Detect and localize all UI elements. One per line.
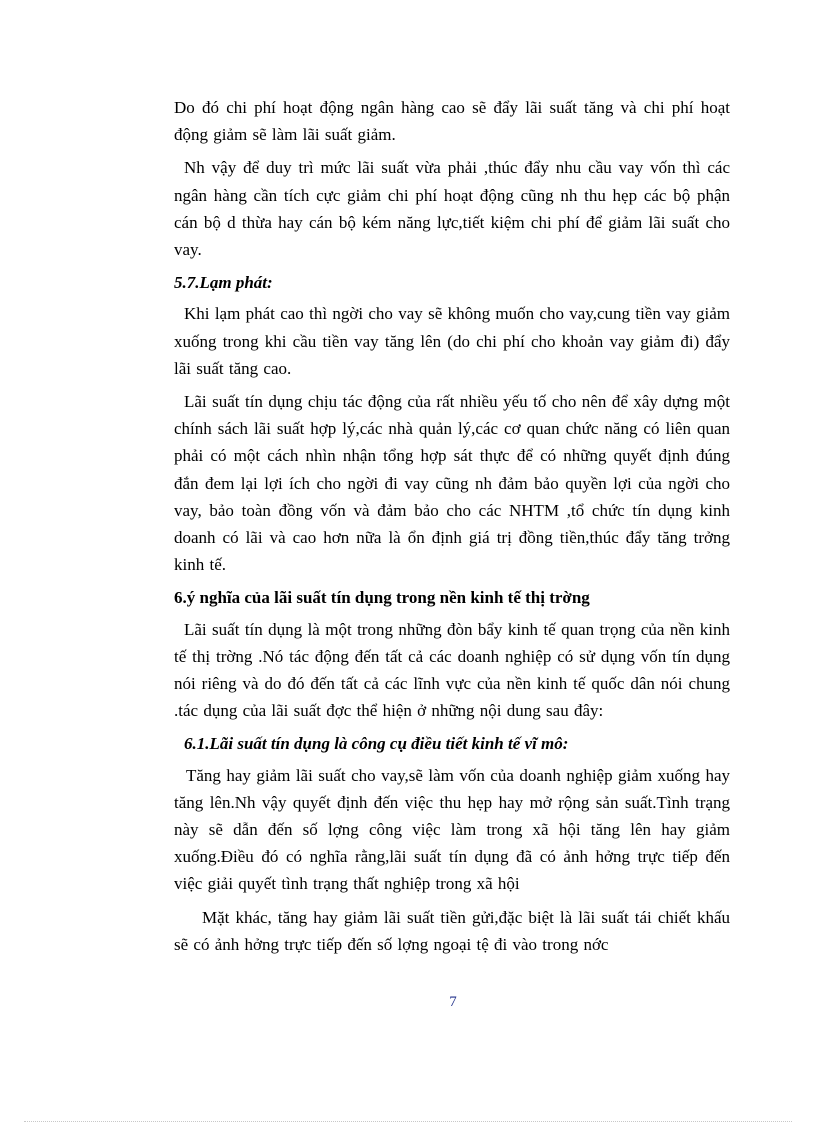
paragraph-maintain-rate: Nh vậy để duy trì mức lãi suất vừa phải ,thúc đẩy nhu cầu vay vốn thì các ngân hàng cần tích cực giảm chi phí hoạt động cũng nh thu hẹp các bộ phận cán bộ d thừa hay cán bộ kém năng lực,tiết kiệm chi phí để giảm lãi suất cho vay. xyxy=(174,158,730,260)
paragraph-significance: Lãi suất tín dụng là một trong những đòn bẩy kinh tế quan trọng của nền kinh tế thị trờng .Nó tác động đến tất cả các doanh nghiệp có sử dụng vốn tín dụng nói riêng và do đó đến tất cả các lĩnh vực của nền kinh tế quốc dân nói chung .tác dụng của lãi suất đợc thể hiện ở những nội dung sau đây: xyxy=(174,619,730,721)
page-content xyxy=(174,94,730,964)
page-bottom-divider xyxy=(24,1121,792,1122)
paragraph-credit-policy: Lãi suất tín dụng chịu tác động của rất nhiều yếu tố cho nên để xây dựng một chính sách lãi suất hợp lý,các nhà quản lý,các cơ quan chức năng có liên quan phải có một cách nhìn nhận tổng hợp sát thực để có những quyết định đúng đắn đem lại lợi ích cho ngời đi vay cũng nh đảm bảo quyền lợi của ngời cho vay, bảo toàn đồng vốn và đảm bảo cho các NHTM ,tổ chức tín dụng kinh doanh có lãi và cao hơn nữa là ổn định giá trị đồng tiền,thúc đẩy tăng trởng kinh tế. xyxy=(174,392,730,575)
paragraph-inflation: Khi lạm phát cao thì ngời cho vay sẽ không muốn cho vay,cung tiền vay giảm xuống trong khi cầu tiền vay tăng lên (do chi phí cho khoản vay giảm đi) đẩy lãi suất tăng cao. xyxy=(174,304,730,378)
paragraph-deposit-rate-effect: Mặt khác, tăng hay giảm lãi suất tiền gửi,đặc biệt là lãi suất tái chiết khấu sẽ có ảnh hởng trực tiếp đến số lợng ngoại tệ đi vào trong nớc xyxy=(174,907,730,954)
paragraph-operating-cost: Do đó chi phí hoạt động ngân hàng cao sẽ đẩy lãi suất tăng và chi phí hoạt động giảm sẽ làm lãi suất giảm. xyxy=(174,98,730,145)
paragraph-loan-rate-effect: Tăng hay giảm lãi suất cho vay,sẽ làm vốn của doanh nghiệp giảm xuống hay tăng lên.Nh vậy quyết định đến việc thu hẹp hay mở rộng sản suất.Tình trạng này sẽ dẫn đến số lợng công việc làm trong xã hội tăng lên hay giảm xuống.Điều đó có nghĩa rằng,lãi suất tín dụng đã có ảnh hởng trực tiếp đến việc giải quyết tình trạng thất nghiệp trong xã hội xyxy=(174,765,730,894)
heading-macro-tool: 6.1.Lãi suất tín dụng là công cụ điều tiết kinh tế vĩ mô: xyxy=(184,734,569,754)
heading-significance: 6.ý nghĩa của lãi suất tín dụng trong nền kinh tế thị trờng xyxy=(174,588,590,608)
page-number: 7 xyxy=(449,994,457,1010)
heading-inflation: 5.7.Lạm phát: xyxy=(174,273,273,293)
